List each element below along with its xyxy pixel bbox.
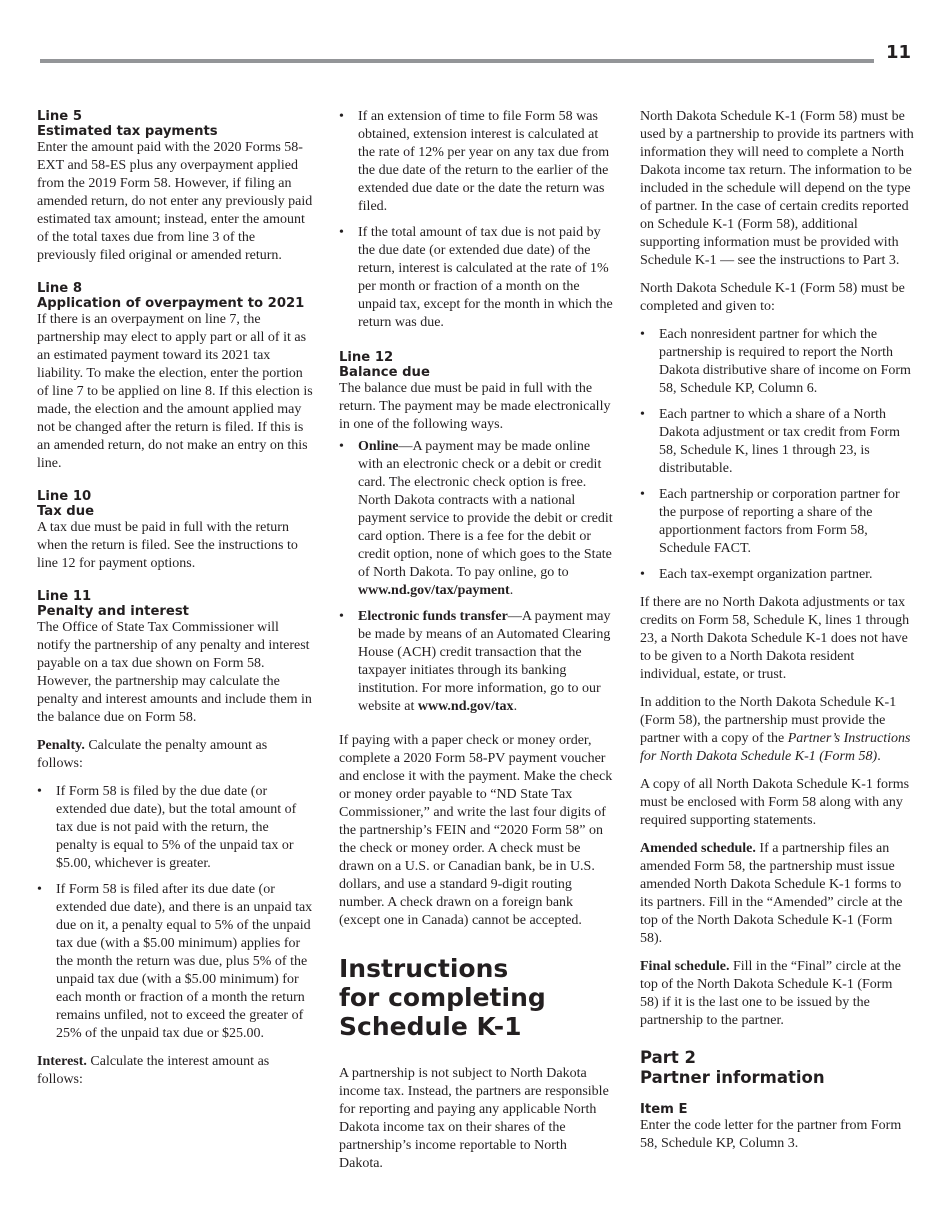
list-item: • Each partner to which a share of a North Dakota adjustment or tax credit from Form 58, Schedule K, lines 1 through 23, is distributable. <box>640 407 901 476</box>
bullet-icon: • <box>640 487 645 502</box>
interest-list <box>339 108 613 332</box>
list-item-eft: • Electronic funds transfer—A payment may be made by means of an Automated Clearing House (ACH) credit transaction that the taxpayer initiates through its banking institution. For more information, go to our website at www.nd.gov/tax. <box>339 609 611 714</box>
line-11-label: Line 11 <box>37 589 92 604</box>
penalty-paragraph <box>37 737 313 773</box>
line-8-title: Application of overpayment to 2021 <box>37 296 305 311</box>
line-11-title: Penalty and interest <box>37 604 189 619</box>
bullet-icon: • <box>339 439 344 454</box>
list-item-online: • Online—A payment may be made online with an electronic check or a debit or credit card. The electronic check option is free. North Dakota contracts with a national payment service to provide the debit or credit card option. There is a fee for the debit or credit option, none of which goes to the State of North Dakota. To pay online, go to www.nd.gov/tax/payment. <box>339 439 613 598</box>
list-item: • Each tax-exempt organization partner. <box>640 567 873 582</box>
list-item: • If Form 58 is filed after its due date (or extended due date), and there is an unpaid tax due on it, a penalty equal to 5% of the unpaid tax due (with a $5.00 minimum) applies for the month the return was due, plus 5% of the unpaid tax due (with a $5.00 minimum) for each month or fraction of a month the return remains unfiled, not to exceed the greater of 25% of the unpaid tax due or $25.00. <box>37 882 313 1041</box>
list-item: • If Form 58 is filed by the due date (or extended due date), but the total amount of tax due is not paid with the return, the penalty is equal to 5% of the unpaid tax or $5.00, whichever is greater. <box>37 784 297 871</box>
header-rule <box>40 59 874 63</box>
line-8-label: Line 8 <box>37 281 83 296</box>
copy-enclosed-text: A copy of all North Dakota Schedule K-1 forms must be enclosed with Form 58 along with any required supporting statements. <box>640 777 910 828</box>
bullet-icon: • <box>640 567 645 582</box>
item-e-title: Item E <box>640 1102 688 1117</box>
list-item: • Each partnership or corporation partner for the purpose of reporting a share of the apportionment factors from Form 58, Schedule FACT. <box>640 487 900 556</box>
section-line-5 <box>37 109 313 265</box>
payment-methods-list <box>339 438 613 716</box>
interest-label: Interest. <box>37 1054 87 1069</box>
line-5-text: Enter the amount paid with the 2020 Forms 58-EXT and 58-ES plus any overpayment applied from the 2019 Form 58. However, if filing an amended return, do not enter any previously paid estimated tax amount; instead, enter the amount of the total taxes due from line 3 of the previously filed original or amended return. <box>37 140 313 263</box>
final-schedule-text: Final schedule. Fill in the “Final” circle at the top of the North Dakota Schedule K-1 (Form 58) if it is the last one to be issued by the partnership to the partner. <box>640 959 901 1028</box>
line-10-label: Line 10 <box>37 489 92 504</box>
k1-given-to-text: North Dakota Schedule K-1 (Form 58) must be completed and given to: <box>640 281 905 314</box>
line-12-text: The balance due must be paid in full with the return. The payment may be made electronically in one of the following ways. <box>339 381 611 432</box>
list-item: • If the total amount of tax due is not paid by the due date (or extended due date) of the return, interest is calculated at the rate of 1% per month or fraction of a month on the unpaid tax, except for the month in which the return was due. <box>339 225 613 330</box>
line-12-label: Line 12 <box>339 350 394 365</box>
k1-instructions-title: Instructions for completing Schedule K-1 <box>339 954 546 1041</box>
no-adjustments-text: If there are no North Dakota adjustments or tax credits on Form 58, Schedule K, lines 1 through 23, a North Dakota Schedule K-1 does not have to be given to a North Dakota resident individual, estate, or trust. <box>640 595 910 682</box>
paper-check-text: If paying with a paper check or money order, complete a 2020 Form 58-PV payment voucher and enclose it with the payment. Make the check or money order payable to “ND State Tax Commissioner,” and write the last four digits of the partnership’s FEIN and “2020 Form 58” on the check or money order. A check must be drawn on a U.S. or Canadian bank, be in U.S. dollars, and use a standard 9-digit routing number. A check drawn on a foreign bank (except one in Canada) cannot be accepted. <box>339 733 613 928</box>
bullet-icon: • <box>339 225 344 240</box>
line-11-text: The Office of State Tax Commissioner will notify the partnership of any penalty and interest payable on a tax due shown on Form 58. However, the partnership may calculate the penalty and interest amounts and include them in the balance due on Form 58. <box>37 620 312 725</box>
section-line-12 <box>339 350 613 930</box>
bullet-icon: • <box>339 609 344 624</box>
item-e-text: Enter the code letter for the partner from Form 58, Schedule KP, Column 3. <box>640 1118 902 1151</box>
k1-recipients-list <box>640 326 914 584</box>
bullet-icon: • <box>640 327 645 342</box>
penalty-text: Calculate the penalty amount as follows: <box>37 738 268 771</box>
section-line-10 <box>37 489 313 573</box>
line-5-title: Estimated tax payments <box>37 124 218 139</box>
line-10-text: A tax due must be paid in full with the return when the return is filed. See the instructions to line 12 for payment options. <box>37 520 298 571</box>
amended-schedule-text: Amended schedule. If a partnership files an amended Form 58, the partnership must issue amended North Dakota Schedule K-1 forms to its partners. Fill in the “Amended” circle at the top of the North Dakota Schedule K-1 (Form 58). <box>640 841 903 946</box>
section-line-8 <box>37 281 313 473</box>
column-1 <box>37 109 313 1089</box>
k1-purpose-text: North Dakota Schedule K-1 (Form 58) must be used by a partnership to provide its partners with information they will need to complete a North Dakota income tax return. The information to be included in the schedule will depend on the type of partner. In the case of certain credits reported on Schedule K-1 (Form 58), additional supporting information must be provided with Schedule K-1 — see the instructions to Part 3. <box>640 109 914 268</box>
column-2 <box>339 108 613 1173</box>
list-item: • Each nonresident partner for which the partnership is required to report the North Dakota distributive share of income on Form 58, Schedule KP, Column 6. <box>640 327 911 396</box>
line-10-title: Tax due <box>37 504 95 519</box>
bullet-icon: • <box>37 882 42 897</box>
list-item: • If an extension of time to file Form 58 was obtained, extension interest is calculated at the rate of 12% per year on any tax due from the due date of the return to the earlier of the extended due date or the date the return was filed. <box>339 109 610 214</box>
k1-intro-text: A partnership is not subject to North Dakota income tax. Instead, the partners are responsible for reporting and paying any applicable North Dakota income tax on their shares of the partnership’s income reportable to North Dakota. <box>339 1066 609 1171</box>
line-12-title: Balance due <box>339 365 430 380</box>
column-3 <box>640 108 914 1153</box>
line-8-text: If there is an overpayment on line 7, the partnership may elect to apply part or all of it as an estimated payment toward its 2021 tax liability. To make the election, enter the portion of line 7 to be applied on line 8. If this election is made, the election and the amount applied may not be changed after the return is filed. If this is an amended return, do not make an entry on this line. <box>37 312 313 471</box>
interest-paragraph <box>37 1053 313 1089</box>
interest-text: Calculate the interest amount as follows: <box>37 1054 270 1087</box>
bullet-icon: • <box>339 109 344 124</box>
section-line-11 <box>37 589 313 1089</box>
page-number: 11 <box>886 42 912 63</box>
tax-website-link[interactable]: www.nd.gov/tax <box>417 699 514 714</box>
payment-link[interactable]: www.nd.gov/tax/payment <box>358 583 510 598</box>
partner-instructions-text: In addition to the North Dakota Schedule K-1 (Form 58), the partnership must provide the partner with a copy of the Partner’s Instructions for North Dakota Schedule K-1 (Form 58). <box>640 695 911 764</box>
bullet-icon: • <box>640 407 645 422</box>
penalty-label: Penalty. <box>37 738 85 753</box>
line-5-label: Line 5 <box>37 109 83 124</box>
penalty-list <box>37 783 313 1043</box>
part-2-heading: Part 2 Partner information <box>640 1048 825 1087</box>
bullet-icon: • <box>37 784 42 799</box>
